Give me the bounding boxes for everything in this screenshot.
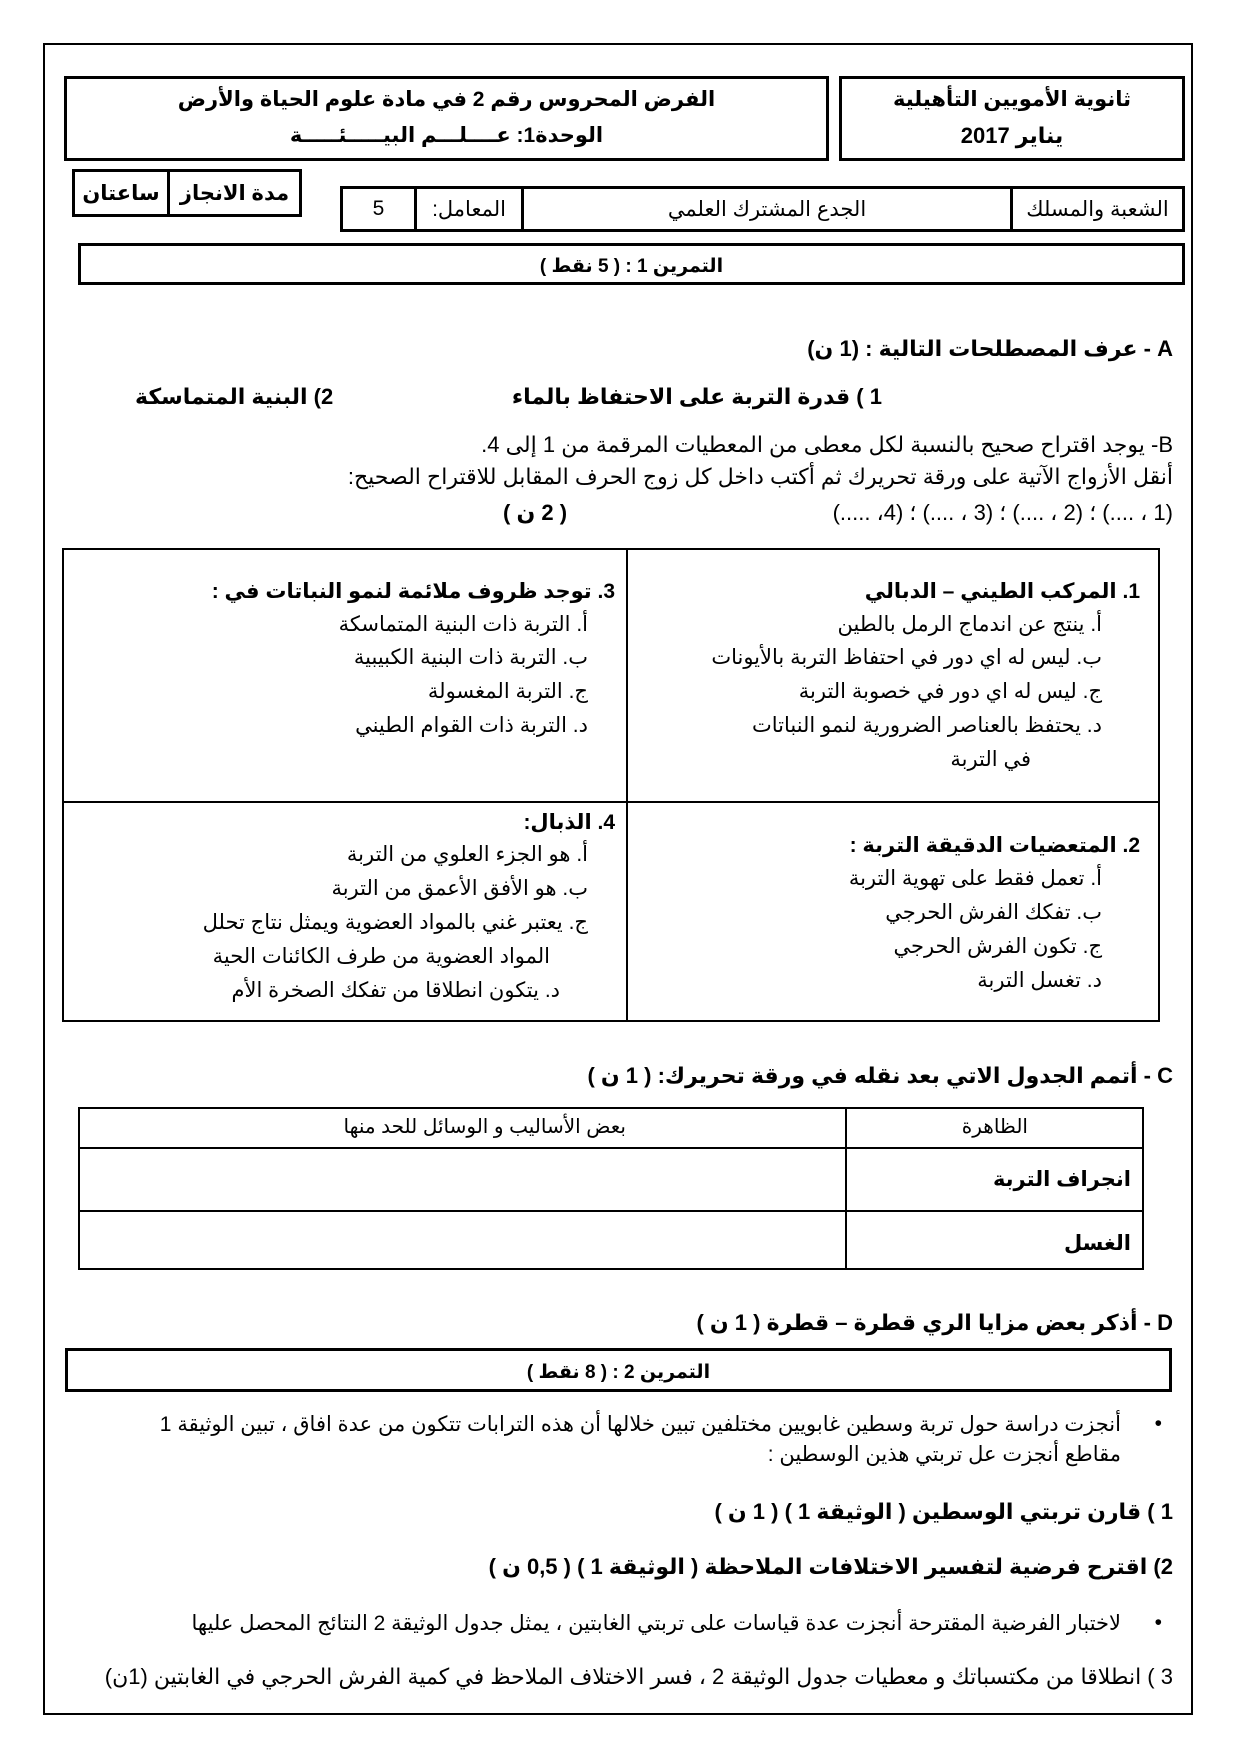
school-name: ثانوية الأمويين التأهيلية: [892, 88, 1132, 111]
mcq-4-option-d: د. يتكون انطلاقا من تفكك الصخرة الأم: [231, 979, 560, 1002]
part-a-heading: A - عرف المصطلحات التالية : (1 ن): [807, 336, 1173, 361]
branch-value-cell: [521, 186, 1013, 232]
exercise2-intro-line2: مقاطع أنجزت عل تربتي هذين الوسطين :: [767, 1443, 1121, 1466]
exercise1-title: التمرين 1 : ( 5 نقط ): [539, 256, 724, 277]
mcq-2-option-b: ب. تفكك الفرش الحرجي: [885, 901, 1102, 924]
duration-value-box: [72, 169, 170, 217]
coef-value-cell: [340, 186, 417, 232]
mcq-4-option-b: ب. هو الأفق الأعمق من التربة: [331, 877, 588, 900]
bullet-1-dot: •: [1154, 1412, 1162, 1435]
mcq-2-option-d: د. تغسل التربة: [977, 969, 1102, 992]
school-box: [839, 76, 1185, 161]
mcq-3-option-d: د. التربة ذات القوام الطيني: [355, 714, 588, 737]
mcq-4-option-c: ج. يعتبر غني بالمواد العضوية ويمثل نتاج تحلل: [202, 911, 588, 934]
exercise2-q2: 2) اقترح فرضية لتفسير الاختلافات الملاحظة ( الوثيقة 1 ) ( 0,5 ن ): [488, 1554, 1173, 1579]
mcq-2-title: 2. المتعضيات الدقيقة التربة :: [849, 834, 1140, 857]
part-c-col-divider: [845, 1107, 847, 1270]
part-b-line2: أنقل الأزواج الآتية على ورقة تحريرك ثم أكتب داخل كل زوج الحرف المقابل للاقتراح الصحيح:: [347, 464, 1173, 489]
duration-value: ساعتان: [82, 182, 160, 205]
branch-label-cell: [1010, 186, 1185, 232]
exercise2-q3: 3 ) انطلاقا من مكتسباتك و معطيات جدول الوثيقة 2 ، فسر الاختلاف الملاحظ في كمية الفرش الحرجي في الغابتين (1ن): [104, 1664, 1173, 1689]
mcq-4-option-c-cont: المواد العضوية من طرف الكائنات الحية: [212, 945, 550, 968]
exercise2-q1: 1 ) قارن تربتي الوسطين ( الوثيقة 1 ) ( 1 ن ): [714, 1499, 1173, 1524]
branch-value: الجدع المشترك العلمي: [667, 197, 867, 221]
mcq-3-option-a: أ. التربة ذات البنية المتماسكة: [338, 613, 588, 636]
coef-label-cell: [414, 186, 524, 232]
part-c-row-divider-2: [78, 1210, 1144, 1212]
part-c-heading: C - أتمم الجدول الاتي بعد نقله في ورقة تحريرك: ( 1 ن ): [587, 1063, 1173, 1088]
mcq-2-option-a: أ. تعمل فقط على تهوية التربة: [848, 867, 1102, 890]
mcq-3-title: 3. توجد ظروف ملائمة لنمو النباتات في :: [211, 580, 615, 603]
mcq-4-option-a: أ. هو الجزء العلوي من التربة: [346, 843, 588, 866]
exercise2-banner: [65, 1348, 1172, 1392]
mcq-2-option-c: ج. تكون الفرش الحرجي: [893, 935, 1102, 958]
mcq-vertical-divider: [626, 548, 628, 1022]
exercise2-intro-line1: أنجزت دراسة حول تربة وسطين غابويين مختلفين تبين خلالها أن هذه الترابات تتكون من عدة افاق ، تبين الوثيقة 1: [159, 1413, 1121, 1436]
exam-date: يناير 2017: [960, 123, 1064, 148]
mcq-3-option-c: ج. التربة المغسولة: [427, 680, 588, 703]
coef-label: المعامل:: [432, 197, 506, 221]
mcq-1-option-a: أ. ينتج عن اندماج الرمل بالطين: [837, 613, 1102, 636]
exam-title: الفرض المحروس رقم 2 في مادة علوم الحياة والأرض: [177, 88, 716, 111]
part-c-row1-label: انجراف التربة: [992, 1168, 1131, 1191]
term-2: 2) البنية المتماسكة: [135, 384, 334, 409]
mcq-1-option-d: د. يحتفظ بالعناصر الضرورية لنمو النباتات: [751, 714, 1102, 737]
exam-title-box: [64, 76, 829, 161]
part-d-heading: D - أذكر بعض مزايا الري قطرة – قطرة ( 1 ن ): [696, 1310, 1173, 1335]
part-b-line1: B- يوجد اقتراح صحيح بالنسبة لكل معطى من المعطيات المرقمة من 1 إلى 4.: [481, 432, 1173, 457]
term-1: 1 ) قدرة التربة على الاحتفاظ بالماء: [511, 384, 882, 409]
part-c-col1-header: الظاهرة: [961, 1116, 1028, 1138]
exercise2-title: التمرين 2 : ( 8 نقط ): [526, 1362, 711, 1383]
branch-label: الشعبة والمسلك: [1026, 197, 1169, 221]
unit-title: الوحدة1: عــــلـــم البيـــــئـــــة: [289, 124, 604, 147]
exercise2-bullet2: لاختبار الفرضية المقترحة أنجزت عدة قياسات على تربتي الغابتين ، يمثل جدول الوثيقة 2 النتائج المحصل عليها: [191, 1612, 1121, 1635]
mcq-1-option-d-cont: في التربة: [950, 748, 1031, 771]
exercise1-banner: [78, 243, 1185, 285]
mcq-1-title: 1. المركب الطيني – الدبالي: [864, 580, 1140, 603]
duration-label: مدة الانجاز: [179, 182, 290, 205]
duration-label-box: [167, 169, 302, 217]
mcq-4-title: 4. الذبال:: [523, 811, 615, 834]
mcq-1-option-b: ب. ليس له اي دور في احتفاظ التربة بالأيونات: [711, 646, 1102, 669]
mcq-3-option-b: ب. التربة ذات البنية الكبيبية: [353, 646, 588, 669]
part-c-row-divider-1: [78, 1147, 1144, 1149]
part-b-pairs: (1 ، ....) ؛ (2 ، ....) ؛ (3 ، ....) ؛ (4، .....): [832, 500, 1173, 525]
bullet-2-dot: •: [1154, 1611, 1162, 1634]
part-c-row2-label: الغسل: [1063, 1232, 1131, 1255]
coef-value: 5: [372, 197, 385, 220]
mcq-1-option-c: ج. ليس له اي دور في خصوبة التربة: [798, 680, 1102, 703]
part-c-col2-header: بعض الأساليب و الوسائل للحد منها: [343, 1116, 626, 1138]
mcq-horizontal-divider: [62, 801, 1160, 803]
part-b-points: ( 2 ن ): [503, 500, 568, 525]
